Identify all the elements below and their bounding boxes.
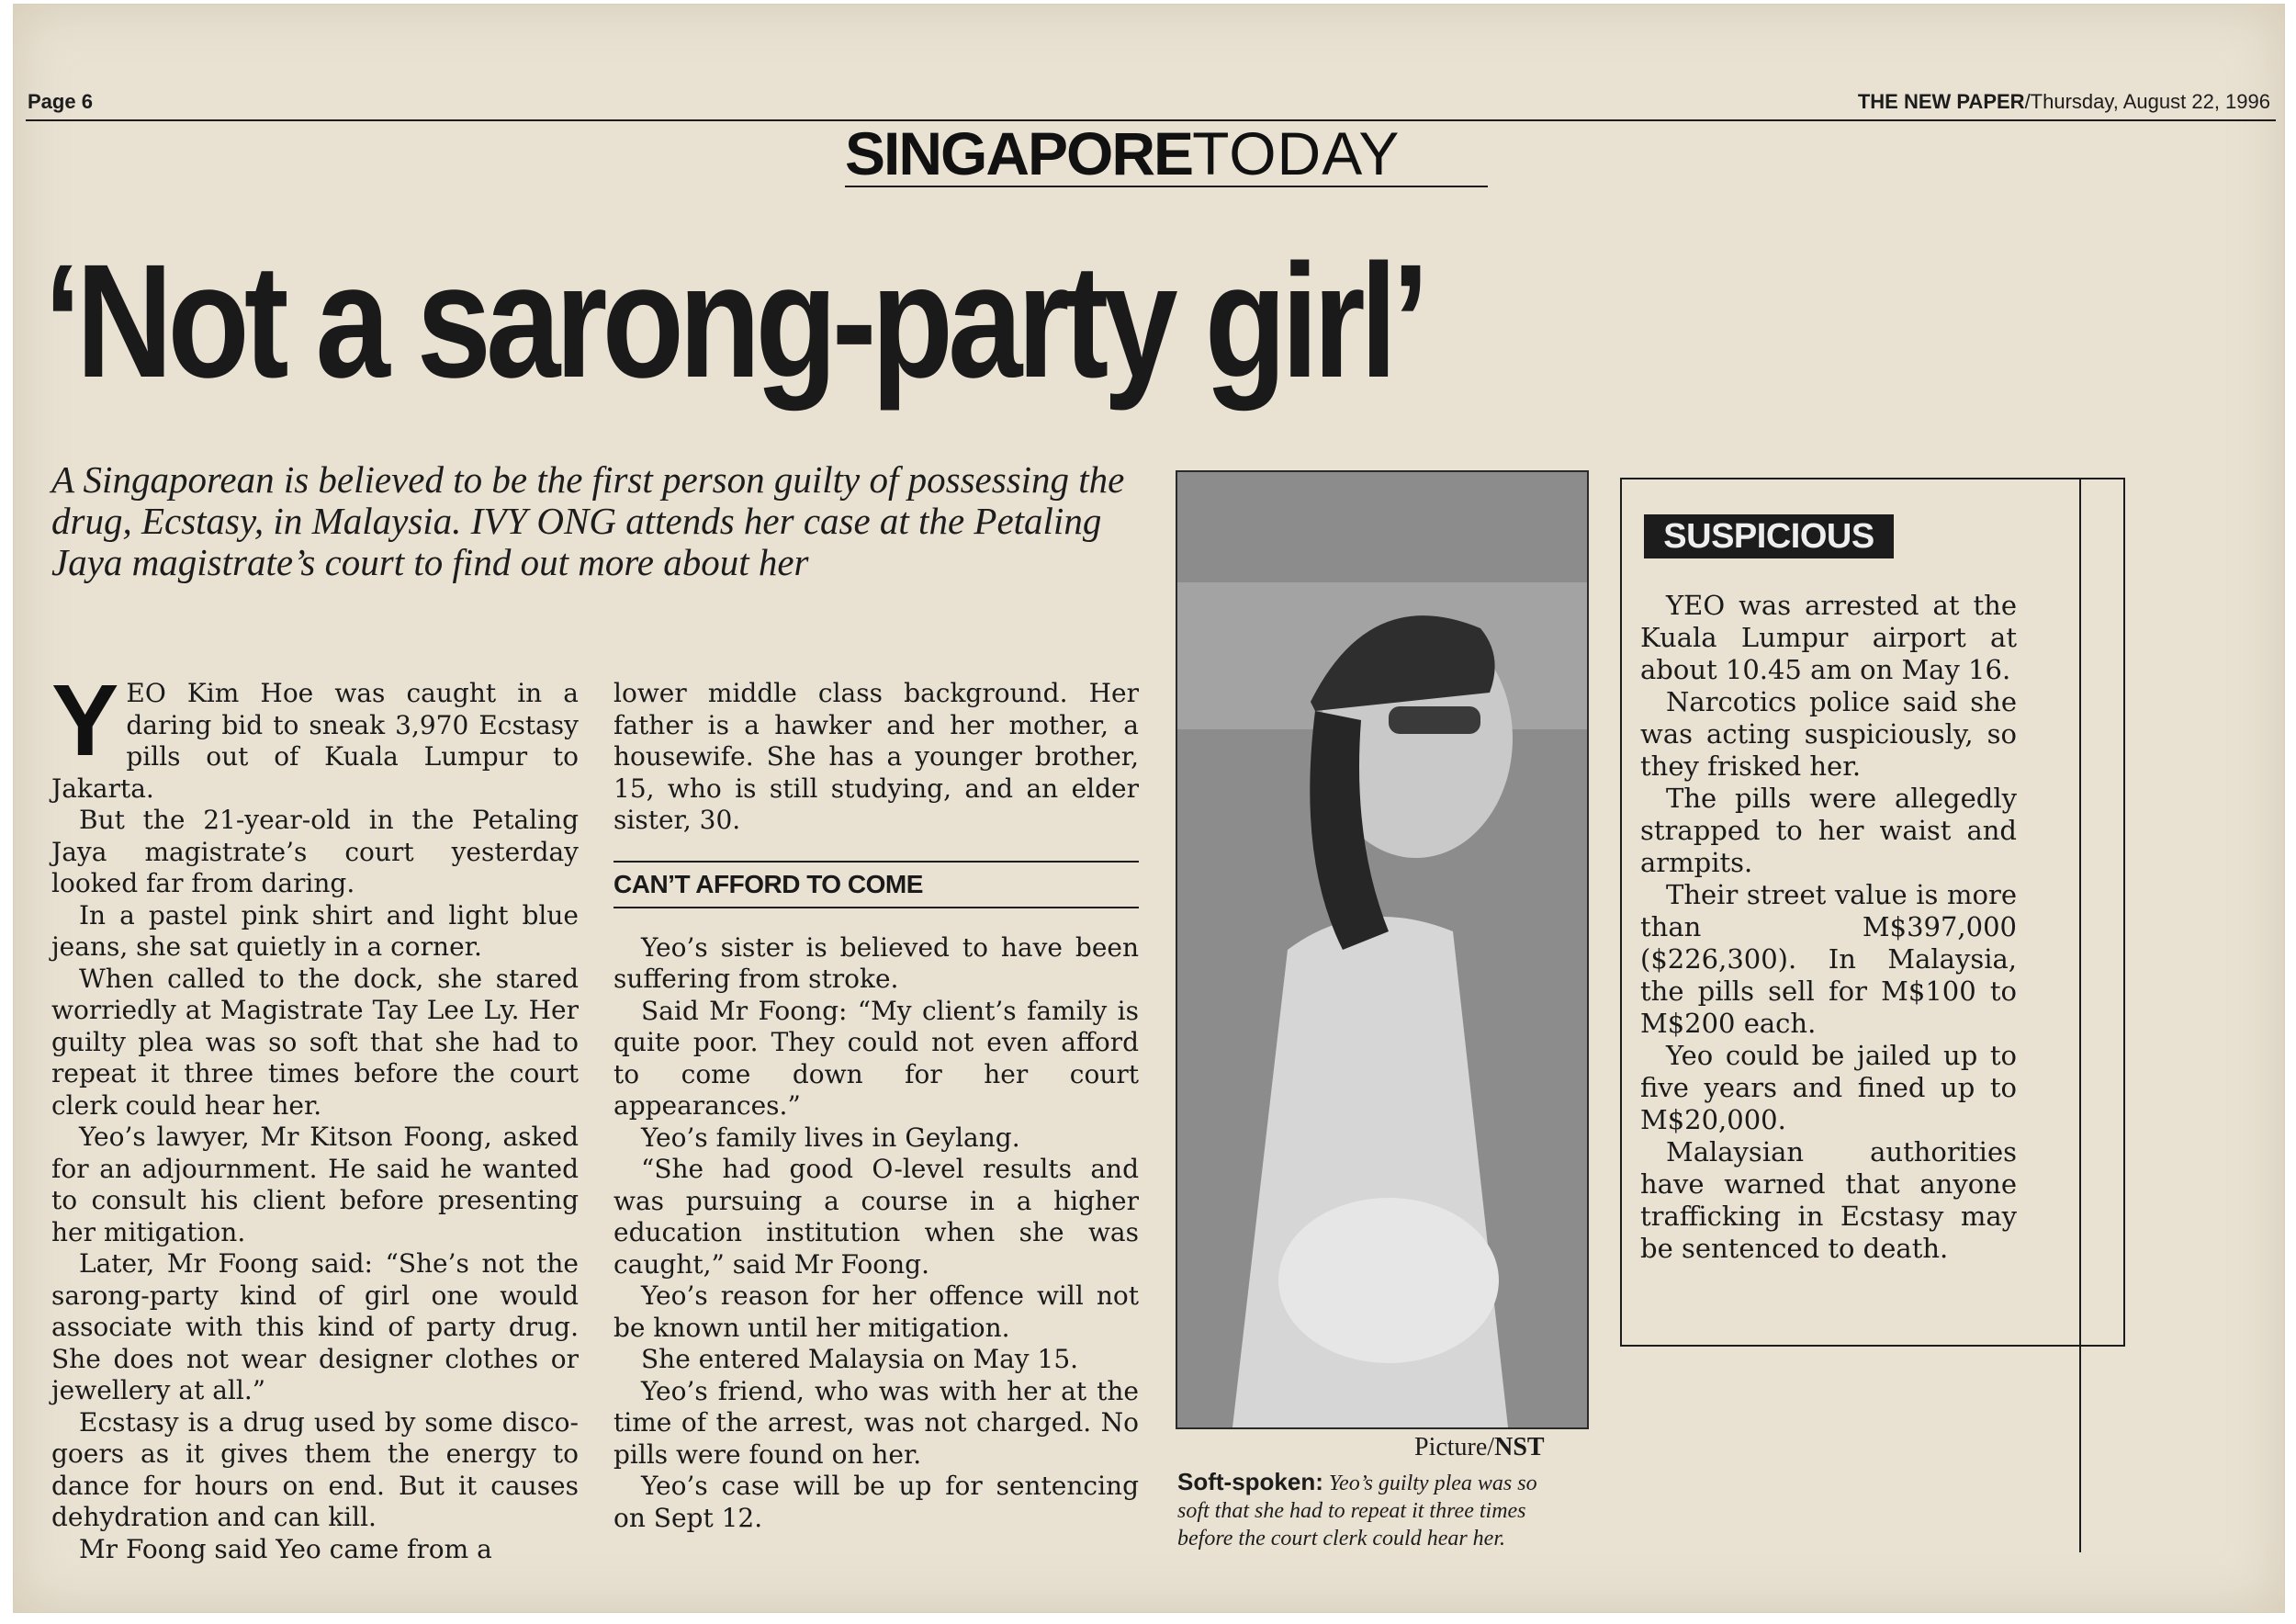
sidebar-paragraph: Narcotics police said she was acting suspiciously, so they frisked her. [1640,686,2017,782]
paragraph: Yeo’s reason for her offence will not be known until her mitigation. [613,1280,1139,1343]
paragraph: Said Mr Foong: “My client’s family is quite poor. They could not even afford to come down for her court appearances.” [613,995,1139,1121]
sidebar-paragraph: The pills were allegedly strapped to her waist and armpits. [1640,783,2017,878]
photo-credit [1414,1433,1545,1462]
page-number: Page 6 [28,90,93,113]
dateline [1858,90,2270,114]
issue-date: /Thursday, August 22, 1996 [2024,90,2270,113]
paragraph: Yeo’s lawyer, Mr Kitson Foong, asked for an adjournment. He said he wanted to consult his client before presenting her mitigation. [51,1122,579,1247]
paragraph-text: EO Kim Hoe was caught in a daring bid to sneak 3,970 Ecstasy pills out of Kuala Lumpur to Jakarta. [51,678,579,804]
sidebar-paragraph: Yeo could be jailed up to five years and fined up to M$20,000. [1640,1040,2017,1135]
standfirst: A Singaporean is believed to be the first person guilty of possessing the drug, Ecstasy, in Malaysia. IVY ONG attends her case at the Petaling Jaya magistrate’s court to find out more about her [51,458,1125,583]
paragraph: Ecstasy is a drug used by some disco-goers as it gives them the energy to dance for hours on end. But it causes dehydration and can kill. [51,1406,579,1532]
paragraph: Later, Mr Foong said: “She’s not the sarong-party kind of girl one would associate with this kind of party drug. She does not wear designer clothes or jewellery at all.” [51,1248,579,1405]
sidebar-text [1640,590,2017,1265]
paragraph: She entered Malaysia on May 15. [641,1344,1079,1374]
article-column-1 [51,664,579,1565]
subhead: CAN’T AFFORD TO COME [613,861,1139,908]
section-rule [845,186,1488,187]
credit-prefix: Picture/ [1414,1433,1495,1461]
sidebar-paragraph: Malaysian authorities have warned that anyone trafficking in Ecstasy may be sentenced to death. [1640,1136,2017,1264]
paragraph: But the 21-year-old in the Petaling Jaya magistrate’s court yesterday looked far from daring. [51,805,579,898]
headline: ‘Not a sarong-party girl’ [44,231,1424,412]
paragraph: In a pastel pink shirt and light blue jeans, she sat quietly in a corner. [51,899,579,962]
paragraph: Yeo’s friend, who was with her at the time of the arrest, was not charged. No pills were found on her. [613,1375,1139,1470]
drop-cap: Y [51,664,119,777]
paragraph: Yeo’s case will be up for sentencing on Sept 12. [613,1471,1139,1533]
paragraph: Yeo’s family lives in Geylang. [641,1122,1020,1153]
caption-label: Soft-spoken: [1177,1468,1323,1495]
sidebar-paragraph: YEO was arrested at the Kuala Lumpur airport at about 10.45 am on May 16. [1640,590,2017,685]
section-title [845,121,1400,186]
paragraph: Mr Foong said Yeo came from a [79,1533,492,1564]
credit-source: NST [1494,1433,1545,1461]
section-title-light: TODAY [1192,119,1401,187]
sidebar-tag: SUSPICIOUS [1644,514,1894,558]
paragraph: “She had good O-level results and was pursuing a course in a higher education institution when she was caught,” said Mr Foong. [613,1154,1139,1280]
photo-illustration [1177,472,1587,1427]
sidebar-paragraph: Their street value is more than M$397,000 ($226,300). In Malaysia, the pills sell for M$100 to M$200 each. [1640,879,2017,1039]
news-photo [1176,470,1589,1429]
article-column-2 [613,678,1139,1534]
caption-text: Yeo’s guilty plea was so soft that she had to repeat it three times before the court clerk could hear her. [1177,1472,1537,1551]
paper-name: THE NEW PAPER [1857,90,2025,113]
section-title-bold: SINGAPORE [845,119,1193,187]
paragraph: When called to the dock, she stared worriedly at Magistrate Tay Lee Ly. Her guilty plea was so soft that she had to repeat it three times before the court clerk could hear her. [51,963,579,1121]
lead-paragraph [51,664,579,805]
photo-caption [1177,1468,1572,1552]
paragraph: lower middle class background. Her father is a hawker and her mother, a housewife. She has a younger brother, 15, who is still studying, and an elder sister, 30. [613,678,1139,835]
column-rule [2079,479,2081,1552]
paragraph: Yeo’s sister is believed to have been suffering from stroke. [613,931,1139,994]
